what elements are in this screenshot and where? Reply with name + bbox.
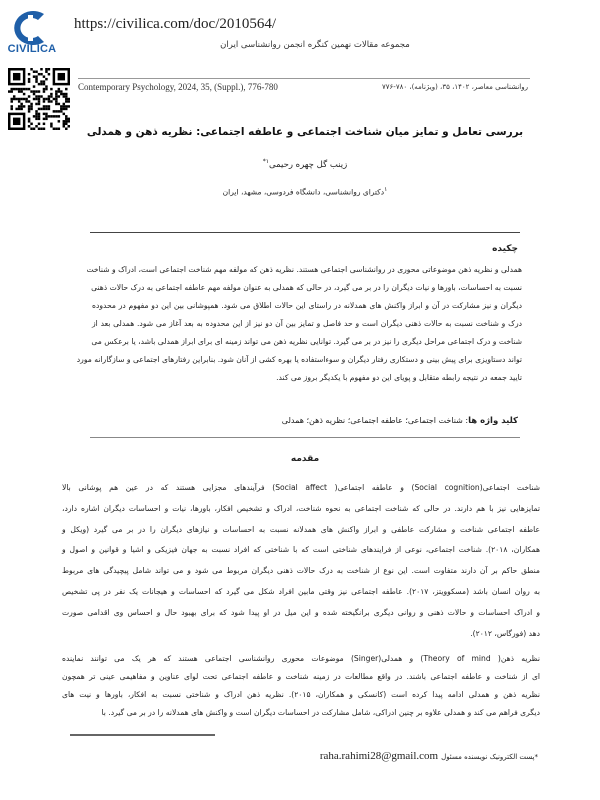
author-mark: ۱* bbox=[262, 158, 269, 165]
text-line: شناخت اجتماعی(Social cognition) و عاطفه اجتماعی( Social affect) فرآیندهای مجزایی هستند که در عین هم پوشانی بالا bbox=[62, 483, 541, 492]
text-line: به روان انسان باشد (مسکوویتز، ۲۰۱۷). عاطفه اجتماعی نیز وقتی مابین افراد شکل می گیرد که احساسات و هیجانات یک نفر در پی تشخیص bbox=[62, 587, 540, 596]
text-line: شناخت و درک اجتماعی مراحل دیگری را نیز در بر می گیرد. توانایی نظریه ذهن می تواند زمینه ای برای ابراز همدلی باشد، یا برعکس می bbox=[91, 337, 522, 346]
text-line: منطق حاکم بر آن دارند متفاوت است. این نوع از شناخت به درک حالات ذهنی دیگران مربوط می شود و می تواند شامل پیچیدگی های مربوط bbox=[62, 566, 540, 576]
paper-title: بررسی تعامل و تمایز میان شناخت اجتماعی و عاطفه اجتماعی: نظریه ذهن و همدلی bbox=[86, 126, 524, 138]
text-line: تواند دستاویزی برای پیش بینی و دستکاری رفتار دیگران و سوءاستفاده یا بهره کشی از آنان شود. بنابراین رفتارهای اجتماعی و سازگارانه مورد bbox=[76, 355, 522, 364]
footnote-label: *پست الکترونیک نویسنده مسئول bbox=[441, 753, 538, 761]
text-line: عاطفه اجتماعی شناخت و مشارکت عاطفی و ابراز واکنش های همدلانه نسبت به احساسات و نیازهای دیگران را در بر می گیرد (ویکل و bbox=[62, 524, 540, 534]
text-line: دیگری فراهم می کند و همدلی علاوه بر چنین ادراکی، شامل مشارکت در احساسات دیگران است و واکنش های همدلانه را در بر می گیرد. با bbox=[101, 708, 540, 717]
text-line: نظریه ذهن( Theory of mind) و همدلی(Singer) موضوعات محوری روانشناسی اجتماعی هستند که هر یک می توانند نماینده bbox=[62, 654, 540, 663]
text-line: دهد (فورگاس، ۲۰۱۲). bbox=[470, 628, 540, 638]
document-url[interactable]: https://civilica.com/doc/2010564/ bbox=[74, 16, 277, 32]
text-line: ای از شناخت و عاطفه اجتماعی باشند. در واقع مطالعات در زمینه شناخت و عاطفه اجتماعی تحت لوای عناوین و مفاهیمی عینی تر همچون bbox=[62, 672, 540, 681]
qr-code-icon bbox=[8, 68, 70, 130]
citation-english: Contemporary Psychology, 2024, 35, (Suppl.), 776-780 bbox=[78, 82, 278, 92]
footnote-divider bbox=[70, 734, 215, 736]
text-line: نسبت به احساسات، باورها و نیات دیگران را در بر می گیرد، در حالی که همدلی به عنوان مولفه مهم عاطفه اجتماعی به درک حالات ذهنی bbox=[91, 283, 522, 292]
journal-collection: مجموعه مقالات نهمین کنگره انجمن روانشناسی ایران bbox=[220, 40, 410, 50]
text-line: دیگران و نیز مشارکت در آن و ابراز واکنش های همدلانه در راستای این حالات اطلاق می شود. همپوشانی بین این دو مفهوم در محدوده bbox=[92, 301, 522, 310]
text-line: همدلی و نظریه ذهن موضوعاتی محوری در روانشناسی اجتماعی هستند. نظریه ذهن که مولفه مهم شناخت اجتماعی است، ادراک و شناخت bbox=[86, 265, 522, 274]
abstract-heading: چکیده bbox=[492, 244, 518, 254]
author-name: زینب گل چهره رحیمی bbox=[269, 159, 348, 170]
text-line: تمایزهایی نیز با هم دارند. در حالی که شناخت اجتماعی به نحوه شناخت، ادراک و تشخیص افکار، باورها، نیات و احساسات دیگران اشاره دارد، bbox=[62, 503, 540, 513]
text-line: و ادراک احساسات و حالات ذهنی و روانی دیگری برانگیخته شده و این میل در او پیدا شود که برای بهبود حال و احساس وی اقدامی صورت bbox=[62, 607, 540, 617]
footnote-email[interactable]: raha.rahimi28@gmail.com bbox=[319, 750, 439, 762]
affiliation-mark: ۱ bbox=[384, 186, 388, 193]
abstract-bottom-divider bbox=[90, 437, 520, 438]
author bbox=[80, 158, 530, 170]
header-divider bbox=[78, 78, 530, 79]
keywords-text: : شناخت اجتماعی؛ عاطفه اجتماعی؛ نظریه ذهن؛ همدلی bbox=[281, 416, 469, 425]
keywords bbox=[282, 416, 518, 426]
footnote bbox=[320, 750, 538, 762]
text-line: نظریه ذهن و همدلی ادامه پیدا کرده است (کانسکی و همکاران، ۲۰۱۵). نظریه ذهن ادراک و شناختی نسبت به افکار، باورها و نیت های bbox=[62, 690, 540, 699]
affiliation bbox=[80, 186, 530, 197]
text-line: درک و شناخت نسبت به حالات ذهنی دیگران است و حد فاصل و تمایز بین آن دو نیز از این محدوده به بعد آغاز می شود. همدلی بعد از bbox=[92, 319, 522, 328]
keywords-label: کلید واژه ها bbox=[468, 416, 518, 426]
affiliation-text: دکترای روانشناسی، دانشگاه فردوسی، مشهد، ایران bbox=[222, 187, 385, 197]
text-line: همکاران، ۲۰۱۸). شناخت اجتماعی، نوعی از فرایندهای شناختی است که با شناختی که افراد نسبت به جهان فیزیکی و اشیا و قوانین و اصول و bbox=[62, 545, 541, 555]
civilica-logo-text: CIVILICA bbox=[7, 43, 57, 55]
introduction-heading: مقدمه bbox=[290, 454, 320, 464]
text-line: تایید جمعه در نتیجه رابطه متقابل و پویای این دو مفهوم با یکدیگر بروز می کند. bbox=[276, 373, 522, 382]
abstract-top-divider bbox=[90, 232, 520, 233]
citation-persian: روانشناسی معاصر، ۱۴۰۲، ۳۵، (ویژنامه)، ۷۸۰-۷۷۶ bbox=[382, 83, 528, 91]
